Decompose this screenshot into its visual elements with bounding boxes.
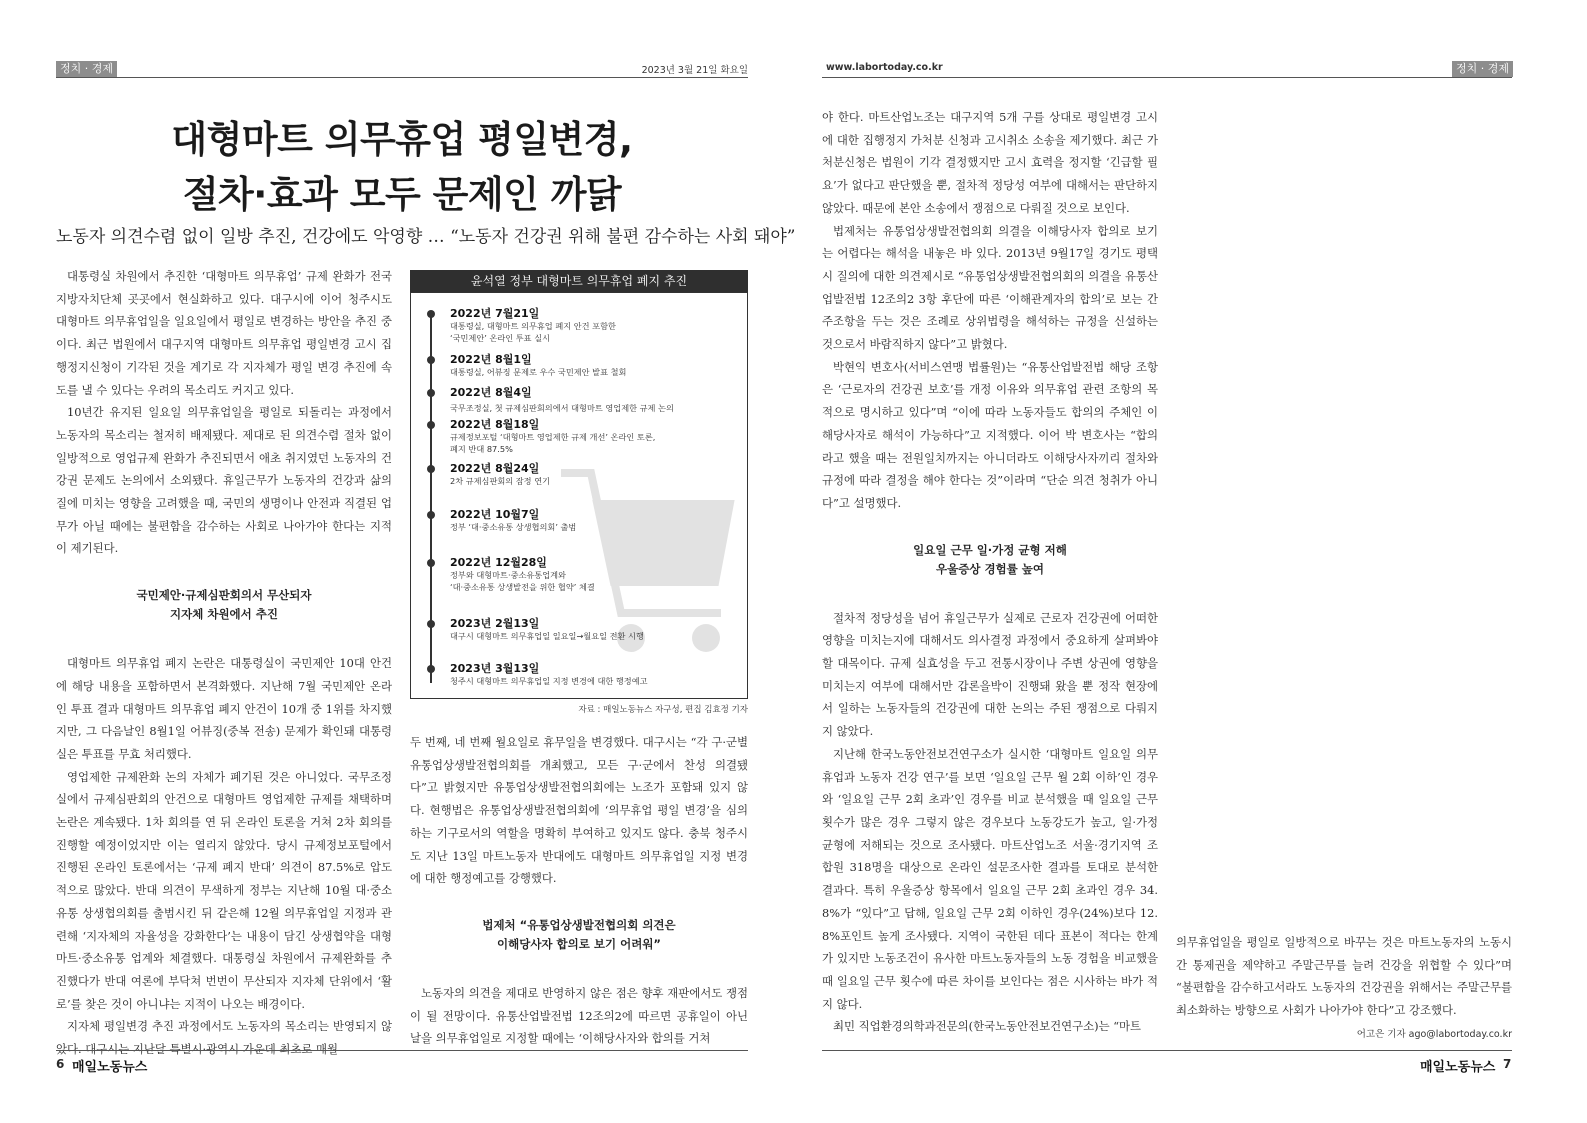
timeline-item: [426, 385, 674, 415]
headline-line2: 절차·효과 모두 문제인 까닭: [182, 173, 622, 216]
timeline-box: [410, 292, 748, 699]
newspaper-logo: 매일노동뉴스: [72, 1060, 148, 1075]
timeline-dot: [427, 559, 435, 567]
headline: [56, 112, 748, 222]
newspaper-logo: 매일노동뉴스: [1420, 1060, 1496, 1075]
timeline-desc: 국무조정실, 첫 규제심판회의에서 대형마트 영업제한 규제 논의: [450, 403, 674, 413]
article-column-1: [56, 265, 392, 1061]
timeline-item: [426, 507, 576, 534]
paragraph: 지자체 평일변경 추진 과정에서도 노동자의 목소리는 반영되지 않: [67, 1019, 392, 1034]
paragraph: 대통령실 차원에서 추진한 ‘대형마트 의무휴업’ 규제 완화가 전국 지방자치단체 곳곳에서 현실화하고 있다. 대구시에 이어 청주시도 대형마트 의무휴업일을 일요일에서 평일로 변경하는 방안을 추진 중이다. 최근 법원에서 대구지역 대형마트 의무휴업 평일변경 고시 집행정지신청이 기각된 것을 계기로 각 지자체가 평일 변경 추진에 속도를 낼 수 있다는 우려의 목소리도 커지고 있다.: [56, 269, 392, 397]
timeline-item: [426, 417, 655, 455]
section-heading-line: 법제처 “유통업상생발전협의회 의견은: [482, 917, 676, 932]
paragraph: 야 한다. 마트산업노조는 대구지역 5개 구를 상대로 평일변경 고시에 대한 집행정지 가처분 신청과 고시취소 소송을 제기했다. 최근 가처분신청은 법원이 기각 결정했지만 고시 효력을 정지할 ‘긴급할 필요’가 없다고 판단했을 뿐, 절차적 정당성 여부에 대해서는 판단하지 않았다. 때문에 본안 소송에서 쟁점으로 다뤄질 것으로 보인다.: [822, 110, 1158, 215]
footer-rule: [822, 1050, 1512, 1051]
header-rule: [56, 77, 748, 78]
paragraph: 10년간 유지된 일요일 의무휴업일을 평일로 되돌리는 과정에서 노동자의 목소리는 철저히 배제됐다. 제대로 된 의견수렴 절차 없이 일방적으로 영업규제 완화가 추진되면서 애초 취지였던 노동자의 건강권 문제도 논의에서 소외됐다. 휴일근무가 노동자의 건강과 삶의 질에 미치는 영향을 고려했을 때, 국민의 생명이나 안전과 직결된 업무가 아닐 때에는 불편함을 감수하는 사회로 나아가야 한다는 지적이 제기된다.: [56, 405, 392, 556]
section-heading-line: 일요일 근무 일·가정 균형 저해: [913, 542, 1067, 557]
paragraph: 대형마트 의무휴업 폐지 논란은 대통령실이 국민제안 10대 안건에 해당 내용을 포함하면서 본격화했다. 지난해 7월 국민제안 온라인 투표 결과 대형마트 의무휴업 폐지 안건이 10개 중 1위를 차지했지만, 그 다음날인 8월1일 어뷰징(중복 전송) 문제가 확인돼 대통령실은 투표를 무효 처리했다.: [56, 656, 392, 761]
paragraph: 노동자의 의견을 제대로 반영하지 않은 점은 향후 재판에서도 쟁점이 될 전망이다. 유통산업발전법 12조의2에 따르면 공휴일이 아닌 날을 의무휴업일로 지정할 때에는 ‘이해당사자와 합의를 거쳐: [410, 985, 748, 1046]
timeline-desc: ‘국민제안’ 온라인 투표 실시: [450, 332, 551, 343]
issue-date: 2023년 3월 21일 화요일: [641, 65, 748, 76]
section-tag: 정치 · 경제: [1452, 61, 1513, 77]
section-heading-line: 국민제안·규제심판회의서 무산되자: [136, 588, 312, 603]
timeline-dot: [427, 620, 435, 628]
timeline-title: 윤석열 정부 대형마트 의무휴업 폐지 추진: [410, 270, 748, 292]
timeline-desc: 규제정보포털 ‘대형마트 영업제한 규제 개선’ 온라인 토론,: [450, 432, 656, 442]
article-column-4: [1176, 931, 1512, 1022]
timeline-dot: [427, 421, 435, 429]
paragraph: 법제처는 유통업상생발전협의회 의결을 이해당사자 합의로 보기는 어렵다는 해석을 내놓은 바 있다. 2013년 9월17일 경기도 평택시 질의에 대한 의견제시로 “유통업상생발전협의회의 의결을 유통산업발전법 12조의2 3항 후단에 따른 ‘이해관계자의 합의’로 보는 간주조항을 두는 것은 조례로 상위법령을 해석하는 규정을 신설하는 것으로서 바람직하지 않다”고 밝혔다.: [822, 223, 1158, 352]
paragraph: 두 번째, 네 번째 월요일로 휴무일을 변경했다. 대구시는 “각 구·군별 유통업상생발전협의회를 개최했고, 모든 구·군에서 찬성 의결됐다”고 밝혔지만 유통업상생발전협의회에는 노조가 포함돼 있지 않다. 현행법은 유통업상생발전협의회에 ‘의무휴업 평일 변경’을 심의하는 기구로서의 역할을 명확히 부여하고 있지도 않다. 충북 청주시도 지난 13일 마트노동자 반대에도 대형마트 의무휴업일 지정 변경에 대한 행정예고를 강행했다.: [410, 735, 748, 886]
timeline-date: 2022년 8월4일: [450, 386, 532, 399]
site-url: www.labortoday.co.kr: [826, 62, 943, 73]
timeline-dot: [427, 465, 435, 473]
timeline-desc: 대통령실, 대형마트 의무휴업 폐지 안건 포함한: [450, 321, 616, 331]
footer-rule: [56, 1050, 748, 1051]
paragraph: 지난해 한국노동안전보건연구소가 실시한 ‘대형마트 일요일 의무휴업과 노동자 건강 연구’를 보면 ‘일요일 근무 월 2회 이하’인 경우와 ‘일요일 근무 2회 초과’인 경우를 비교 분석했을 때 일요일 근무 횟수가 많은 경우 그렇지 않은 경우보다 노동강도가 높고, 일·가정 균형에 저해되는 것으로 조사됐다. 마트산업노조 서울·경기지역 조합원 318명을 대상으로 온라인 설문조사한 결과를 토대로 분석한 결과다. 특히 우울증상 항목에서 일요일 근무 2회 초과인 경우 34.8%가 “있다”고 답해, 일요일 근무 2회 이하인 경우(24%)보다 12.8%포인트 높게 조사됐다. 지역이 국한된 데다 표본이 적다는 한계가 있지만 노동조건이 유사한 마트노동자들의 노동 경험을 비교했을 때 일요일 근무 횟수에 따른 차이를 보인다는 점은 시사하는 바가 적지 않다.: [822, 746, 1158, 1011]
timeline-dot: [427, 665, 435, 673]
timeline-date: 2022년 8월24일: [450, 462, 540, 475]
timeline-dot: [427, 389, 435, 397]
timeline-desc: 2차 규제심판회의 잠정 연기: [450, 476, 551, 486]
paragraph: 절차적 정당성을 넘어 휴일근무가 실제로 근로자 건강권에 어떠한 영향을 미치는지에 대해서도 의사결정 과정에서 중요하게 살펴봐야 할 대목이다. 규제 실효성을 두고 전통시장이나 주변 상권에 영향을 미치는지 여부에 대해서만 갑론을박이 진행돼 왔을 뿐 정작 현장에서 일하는 노동자들의 건강권에 대한 논의는 주된 쟁점으로 다뤄지지 않았다.: [822, 610, 1158, 739]
timeline-date: 2023년 3월13일: [450, 662, 540, 675]
timeline-desc: 청주시 대형마트 의무휴업일 지정 변경에 대한 행정예고: [450, 676, 648, 686]
section-heading-line: 우울증상 경험률 높여: [936, 561, 1044, 576]
section-heading: [410, 916, 748, 954]
article-column-2: [410, 731, 748, 1050]
timeline-date: 2022년 7월21일: [450, 307, 540, 320]
section-tag: 정치 · 경제: [56, 61, 117, 77]
section-heading: [56, 586, 392, 624]
page-number: 7: [1503, 1057, 1512, 1071]
timeline-dot: [427, 356, 435, 364]
timeline-item: [426, 616, 644, 643]
header-rule: [822, 77, 1512, 78]
timeline-date: 2022년 8월1일: [450, 353, 532, 366]
timeline-item: [426, 555, 595, 593]
article-column-3: [822, 106, 1158, 1038]
timeline-item: [426, 661, 648, 688]
timeline-dot: [427, 511, 435, 519]
timeline-desc: ‘대·중소유통 상생발전을 위한 협약’ 체결: [450, 581, 595, 592]
timeline-date: 2022년 8월18일: [450, 418, 540, 431]
timeline-desc: 대통령실, 어뷰징 문제로 우수 국민제안 발표 철회: [450, 367, 627, 377]
section-heading-line: 이해당사자 합의로 보기 어려워”: [497, 936, 661, 951]
subheadline: 노동자 의견수렴 없이 일방 추진, 건강에도 악영향 … “노동자 건강권 위해 불편 감수하는 사회 돼야”: [56, 227, 796, 247]
section-heading: [822, 541, 1158, 579]
timeline-date: 2022년 12월28일: [450, 556, 547, 569]
timeline-desc: 정부 ‘대·중소유통 상생협의회’ 출범: [450, 522, 577, 532]
paragraph: 의무휴업일을 평일로 일방적으로 바꾸는 것은 마트노동자의 노동시간 통제권을 제약하고 주말근무를 늘려 건강을 위협할 수 있다”며 “불편함을 감수하고서라도 노동자의 건강권을 위해서는 주말근무를 최소화하는 방향으로 사회가 나아가야 한다”고 강조했다.: [1176, 935, 1512, 1018]
timeline-date: 2023년 2월13일: [450, 617, 540, 630]
section-heading-line: 지자체 차원에서 추진: [170, 607, 278, 622]
paragraph: 박현익 변호사(서비스연맹 법률원)는 “유통산업발전법 해당 조항은 ‘근로자의 건강권 보호’를 개정 이유와 의무휴업 관련 조항의 목적으로 명시하고 있다”며 “이에 따라 노동자들도 합의의 주체인 이해당사자로 해석이 가능하다”고 지적했다. 이어 박 변호사는 “합의라고 했을 때는 전원일치까지는 아니더라도 이해당사자끼리 절차와 규정에 따라 결정을 해야 한다는 것”이라며 “단순 의견 청취가 아니다”고 설명했다.: [822, 359, 1158, 510]
timeline-item: [426, 352, 626, 379]
timeline-dot: [427, 310, 435, 318]
timeline-source: 자료 : 매일노동뉴스 자구성, 편집 김효정 기자: [578, 705, 748, 715]
timeline-item: [426, 306, 616, 344]
timeline-date: 2022년 10월7일: [450, 508, 540, 521]
page-number: 6: [56, 1057, 65, 1071]
headline-line1: 대형마트 의무휴업 평일변경,: [171, 118, 633, 161]
byline: 어고은 기자 ago@labortoday.co.kr: [1356, 1029, 1512, 1040]
timeline-desc: 정부와 대형마트·중소유통업계와: [450, 570, 566, 580]
timeline-desc: 대구시 대형마트 의무휴업일 일요일→월요일 전환 시행: [450, 631, 644, 641]
timeline-desc: 폐지 반대 87.5%: [450, 443, 513, 454]
paragraph: 영업제한 규제완화 논의 자체가 폐기된 것은 아니었다. 국무조정실에서 규제심판회의 안건으로 대형마트 영업제한 규제를 채택하며 논란은 계속됐다. 1차 회의를 연 뒤 온라인 토론을 거쳐 2차 회의를 진행할 예정이었지만 이는 열리지 않았다. 당시 규제정보포털에서 진행된 온라인 토론에서는 ‘규제 폐지 반대’ 의견이 87.5%로 압도적으로 많았다. 반대 의견이 무색하게 정부는 지난해 10월 대·중소유통 상생협의회를 출범시킨 뒤 같은해 12월 의무휴업일 지정과 관련해 ‘지자체의 자율성을 강화한다’는 내용이 담긴 상생협약을 대형마트·중소유통 업계와 체결했다. 대통령실 차원에서 규제완화를 추진했다가 반대 여론에 부닥쳐 번번이 무산되자 지자체 단위에서 ‘활로’를 찾은 것이 아니냐는 지적이 나오는 배경이다.: [56, 769, 392, 1011]
paragraph: 최민 직업환경의학과전문의(한국노동안전보건연구소)는 “마트: [833, 1019, 1142, 1034]
timeline-item: [426, 461, 550, 488]
